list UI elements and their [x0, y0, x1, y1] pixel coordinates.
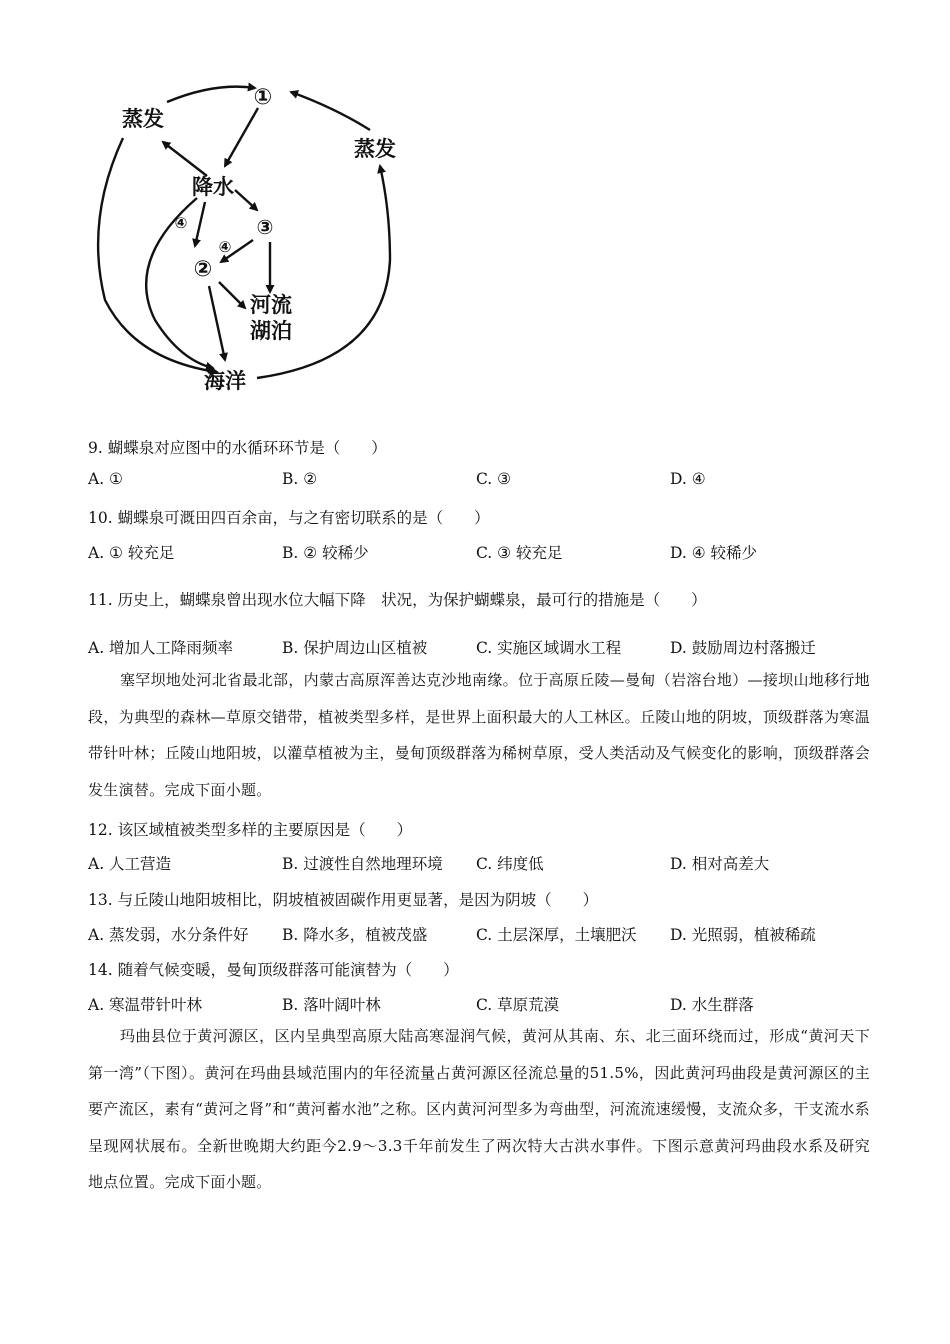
q10-option-d[interactable]: D. ④ 较稀少	[670, 544, 758, 562]
question-10: 10. 蝴蝶泉可溉田四百余亩，与之有密切联系的是（ ）	[88, 509, 490, 527]
question-11: 11. 历史上，蝴蝶泉曾出现水位大幅下降 状况，为保护蝴蝶泉，最可行的措施是（ ）	[88, 591, 707, 609]
q10-option-a[interactable]: A. ① 较充足	[88, 544, 175, 562]
q13-option-c[interactable]: C. 土层深厚，土壤肥沃	[476, 926, 637, 944]
q13-option-a[interactable]: A. 蒸发弱，水分条件好	[88, 926, 249, 944]
water-cycle-diagram	[85, 70, 425, 400]
question-9: 9. 蝴蝶泉对应图中的水循环环节是（ ）	[88, 439, 387, 457]
evap-left-label: 蒸发	[122, 107, 164, 131]
q9-option-b[interactable]: B. ②	[282, 470, 318, 488]
ocean-label: 海洋	[204, 369, 246, 393]
q12-option-b[interactable]: B. 过渡性自然地理环境	[282, 855, 443, 873]
node-4a: ④	[174, 214, 188, 232]
question-14: 14. 随着气候变暖，曼甸顶级群落可能演替为（ ）	[88, 961, 459, 979]
q12-option-d[interactable]: D. 相对高差大	[670, 855, 770, 873]
node-1: ①	[253, 85, 273, 110]
q11-option-c[interactable]: C. 实施区域调水工程	[476, 639, 622, 657]
q12-option-c[interactable]: C. 纬度低	[476, 855, 544, 873]
q13-option-d[interactable]: D. 光照弱，植被稀疏	[670, 926, 816, 944]
arrow-precip-to-2	[195, 202, 205, 246]
q11-option-d[interactable]: D. 鼓励周边村落搬迁	[670, 639, 816, 657]
q9-option-d[interactable]: D. ④	[670, 470, 706, 488]
q14-option-d[interactable]: D. 水生群落	[670, 996, 754, 1014]
q14-option-a[interactable]: A. 寒温带针叶林	[88, 996, 203, 1014]
arrow-precip-to-evap-left	[163, 142, 207, 176]
arrow-2-to-ocean	[209, 286, 225, 360]
arrow-evap-left-to-ocean	[98, 138, 217, 372]
arrow-evap-right-to-1	[291, 92, 370, 130]
passage-saihanba: 塞罕坝地处河北省最北部，内蒙古高原浑善达克沙地南缘。位于高原丘陵—曼甸（岩溶台地）—接坝山地移行地段，为典型的森林—草原交错带，植被类型多样，是世界上面积最大的人工林区。丘陵山地的阴坡，顶级群落为寒温带针叶林；丘陵山地阳坡，以灌草植被为主，曼甸顶级群落为稀树草原，受人类活动及气候变化的影响，顶级群落会发生演替。完成下面小题。	[88, 671, 870, 799]
q13-option-b[interactable]: B. 降水多，植被茂盛	[282, 926, 428, 944]
q10-option-b[interactable]: B. ② 较稀少	[282, 544, 369, 562]
question-13: 13. 与丘陵山地阳坡相比，阴坡植被固碳作用更显著，是因为阴坡（ ）	[88, 891, 599, 909]
q12-option-a[interactable]: A. 人工营造	[88, 855, 172, 873]
q9-option-a[interactable]: A. ①	[88, 470, 123, 488]
node-2: ②	[193, 257, 213, 282]
river-label: 河流	[250, 293, 292, 317]
arrow-precip-to-3	[235, 190, 257, 210]
q9-option-c[interactable]: C. ③	[476, 470, 512, 488]
arrow-2-to-river	[219, 282, 245, 308]
passage-maqu: 玛曲县位于黄河源区，区内呈典型高原大陆高寒湿润气候，黄河从其南、东、北三面环绕而过，形成“黄河天下第一湾”（下图）。黄河在玛曲县域范围内的年径流量占黄河源区径流总量的51.5%，因此黄河玛曲段是黄河源区的主要产流区，素有“黄河之肾”和“黄河蓄水池”之称。区内黄河河型多为弯曲型，河流流速缓慢，支流众多，干支流水系呈现网状展布。全新世晚期大约距今2.9～3.3千年前发生了两次特大古洪水事件。下图示意黄河玛曲段水系及研究地点位置。完成下面小题。	[88, 1027, 870, 1191]
precip-label: 降水	[192, 175, 234, 199]
q14-option-c[interactable]: C. 草原荒漠	[476, 996, 560, 1014]
lake-label: 湖泊	[250, 319, 292, 343]
q10-option-c[interactable]: C. ③ 较充足	[476, 544, 563, 562]
q14-option-b[interactable]: B. 落叶阔叶林	[282, 996, 381, 1014]
question-12: 12. 该区域植被类型多样的主要原因是（ ）	[88, 821, 413, 839]
node-3: ③	[256, 215, 274, 239]
evap-right-label: 蒸发	[354, 137, 396, 161]
arrow-1-to-precip	[225, 108, 258, 166]
q11-option-a[interactable]: A. 增加人工降雨频率	[88, 639, 234, 657]
arrow-ocean-to-evap-right	[257, 166, 390, 378]
q11-option-b[interactable]: B. 保护周边山区植被	[282, 639, 428, 657]
arrow-evap-left-to-1	[167, 87, 255, 102]
node-4b: ④	[218, 238, 232, 256]
